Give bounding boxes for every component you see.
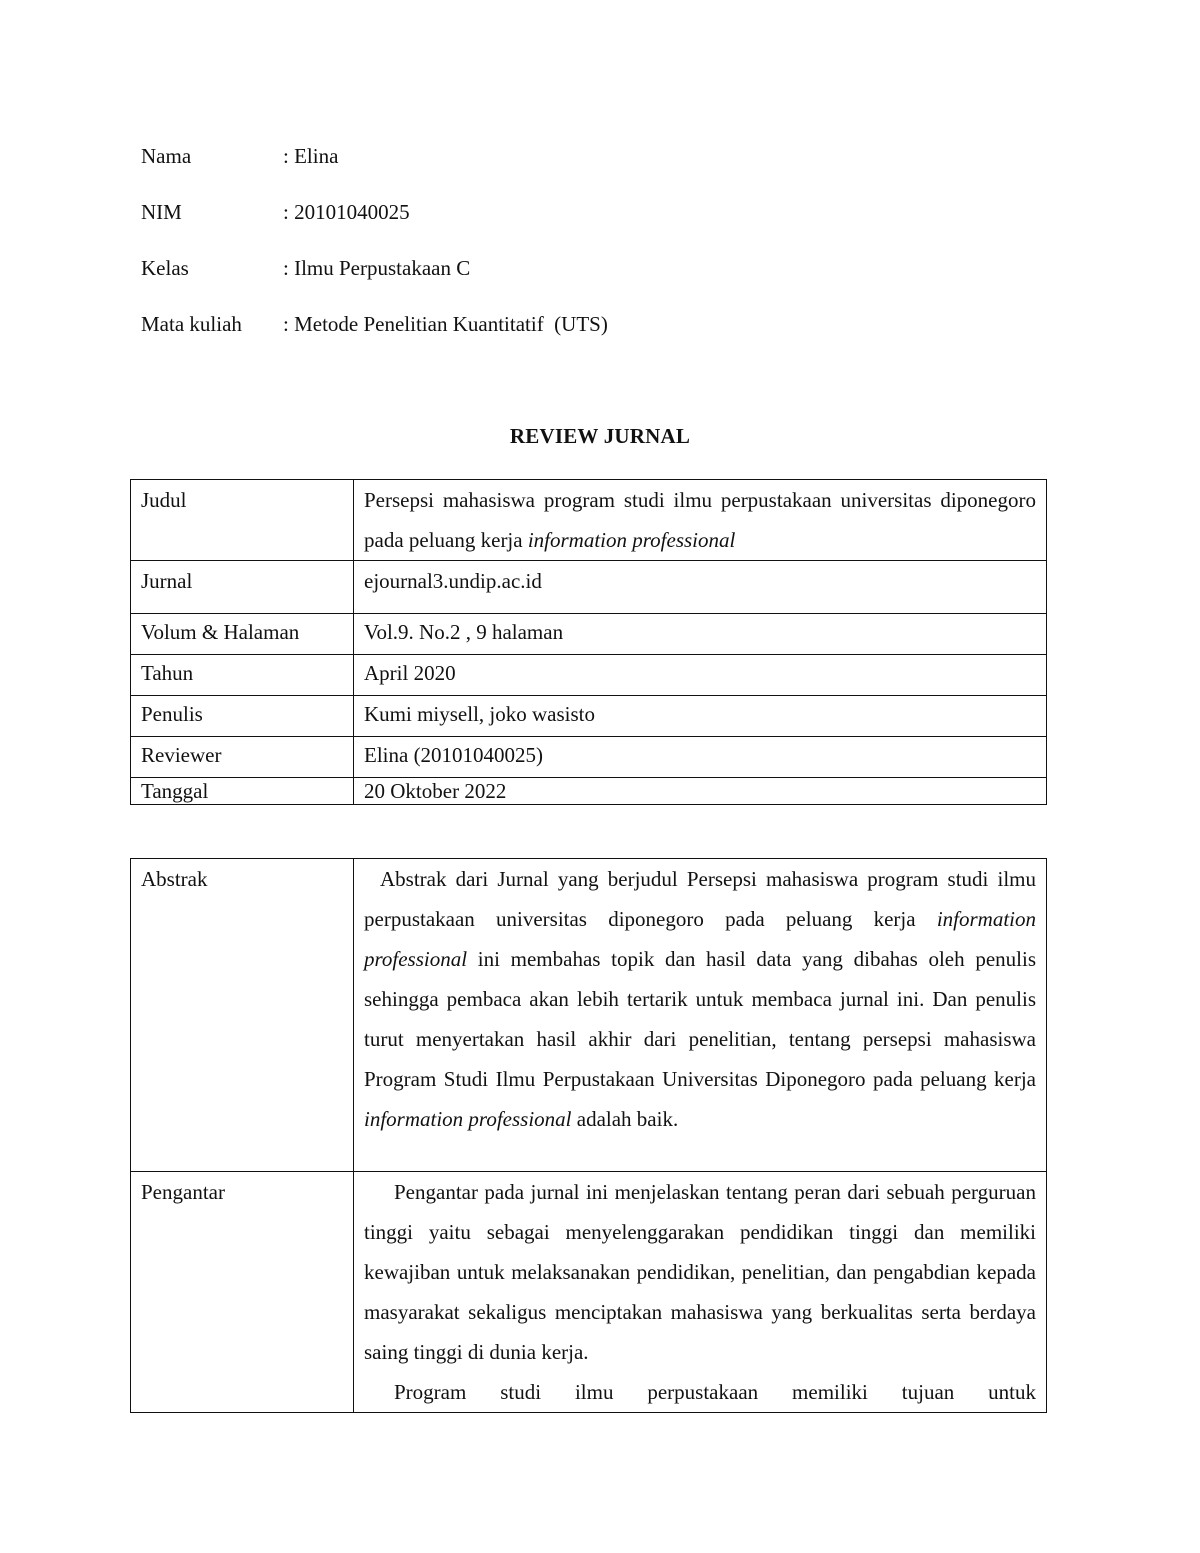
identity-row-class — [141, 254, 841, 310]
abstrak-text-1: Abstrak dari Jurnal yang berjudul Persepsi mahasiswa program studi ilmu perpustakaan universitas diponegoro pada peluang kerja — [364, 867, 1036, 931]
judul-label: Judul — [131, 480, 354, 561]
identity-row-name — [141, 142, 841, 198]
penulis-label: Penulis — [131, 696, 354, 737]
abstrak-text-3: adalah baik. — [571, 1107, 679, 1131]
jurnal-label: Jurnal — [131, 561, 354, 614]
judul-value — [354, 480, 1047, 561]
document-title: REVIEW JURNAL — [509, 424, 691, 448]
tanggal-label: Tanggal — [131, 778, 354, 805]
jurnal-value: ejournal3.undip.ac.id — [354, 561, 1047, 614]
identity-row-course — [141, 310, 841, 366]
pengantar-paragraph-2: Program studi ilmu perpustakaan memiliki tujuan untuk — [394, 1380, 1036, 1404]
course-value: : Metode Penelitian Kuantitatif (UTS) — [283, 312, 608, 336]
table-row-pengantar — [131, 1172, 1047, 1413]
class-value: : Ilmu Perpustakaan C — [283, 256, 471, 280]
table-row-tahun — [131, 655, 1047, 696]
table-row-tanggal — [131, 778, 1047, 805]
pengantar-paragraph-1: Pengantar pada jurnal ini menjelaskan tentang peran dari sebuah perguruan tinggi yaitu sebagai menyelenggarakan pendidikan tinggi dan memiliki kewajiban untuk melaksanakan pendidikan, penelitian, dan pengabdian kepada masyarakat sekaligus menciptakan mahasiswa yang berkualitas serta berdaya saing tinggi di dunia kerja. — [364, 1180, 1036, 1364]
table-row-judul — [131, 480, 1047, 561]
tahun-label: Tahun — [131, 655, 354, 696]
reviewer-label: Reviewer — [131, 737, 354, 778]
abstrak-text-2: ini membahas topik dan hasil data yang dibahas oleh penulis sehingga pembaca akan lebih tertarik untuk membaca jurnal ini. Dan penulis turut menyertakan hasil akhir dari penelitian, tentang persepsi mahasiswa Program Studi Ilmu Perpustakaan Universitas Diponegoro pada peluang kerja — [364, 947, 1036, 1091]
volume-value: Vol.9. No.2 , 9 halaman — [354, 614, 1047, 655]
pengantar-value — [354, 1172, 1047, 1413]
reviewer-value: Elina (20101040025) — [354, 737, 1047, 778]
judul-plain: Persepsi mahasiswa program studi ilmu perpustakaan universitas diponegoro pada peluang kerja — [364, 488, 1036, 552]
table-row-penulis — [131, 696, 1047, 737]
abstrak-italic-1: information professional — [364, 907, 1036, 971]
volume-label: Volum & Halaman — [131, 614, 354, 655]
pengantar-label: Pengantar — [131, 1172, 354, 1413]
journal-review-table — [130, 858, 1047, 1413]
table-row-abstrak — [131, 859, 1047, 1172]
tahun-value: April 2020 — [354, 655, 1047, 696]
name-value: : Elina — [283, 144, 339, 168]
nim-value: : 20101040025 — [283, 200, 410, 224]
course-label: Mata kuliah — [141, 312, 242, 336]
nim-label: NIM — [141, 200, 182, 224]
judul-text — [364, 480, 1036, 560]
penulis-value: Kumi miysell, joko wasisto — [354, 696, 1047, 737]
student-identity — [141, 142, 841, 366]
abstrak-value — [354, 859, 1047, 1172]
abstrak-paragraph — [364, 859, 1036, 1139]
journal-meta-table — [130, 479, 1047, 805]
table-row-reviewer — [131, 737, 1047, 778]
table-row-jurnal — [131, 561, 1047, 614]
name-label: Nama — [141, 144, 192, 168]
identity-row-nim — [141, 198, 841, 254]
abstrak-italic-2: information professional — [364, 1107, 572, 1131]
judul-italic: information professional — [527, 528, 736, 552]
table-row-volume — [131, 614, 1047, 655]
tanggal-value: 20 Oktober 2022 — [354, 778, 1047, 805]
abstrak-label: Abstrak — [131, 859, 354, 1172]
class-label: Kelas — [141, 256, 189, 280]
